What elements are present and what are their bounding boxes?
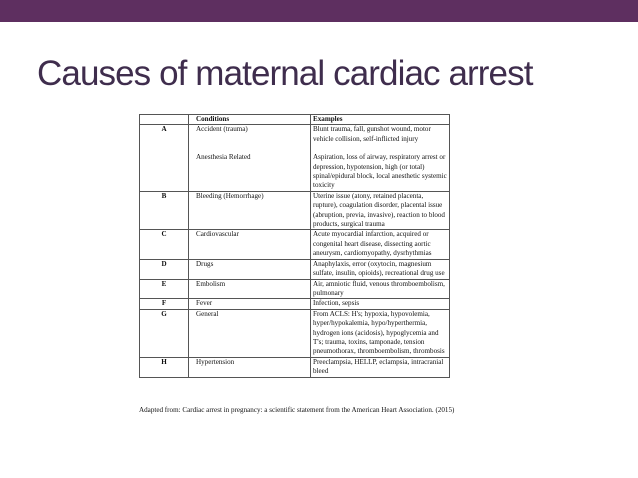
row-example: Preeclampsia, HELLP, eclampsia, intracranial bleed (311, 357, 450, 377)
row-example: Anaphylaxis, error (oxytocin, magnesium sulfate, insulin, opioids), recreational drug use (311, 259, 450, 279)
table-row (140, 230, 450, 259)
row-condition: Fever (189, 299, 311, 309)
row-letter: C (140, 230, 189, 259)
row-condition: Embolism (189, 279, 311, 299)
row-condition: Drugs (189, 259, 311, 279)
table-row (140, 279, 450, 299)
example-text-secondary: Aspiration, loss of airway, respiratory arrest or depression, hypotension, high (or total) spinal/epidural block, local anesthetic systemic toxicity (313, 153, 447, 190)
condition-text-secondary: Anesthesia Related (196, 152, 251, 161)
row-condition: Hypertension (189, 357, 311, 377)
row-letter: B (140, 191, 189, 230)
row-letter: D (140, 259, 189, 279)
row-letter: E (140, 279, 189, 299)
row-letter: F (140, 299, 189, 309)
row-example: Infection, sepsis (311, 299, 450, 309)
row-example (311, 125, 450, 191)
table-row (140, 259, 450, 279)
row-letter: A (140, 125, 189, 191)
example-text: Blunt trauma, fall, gunshot wound, motor vehicle collision, self-inflicted injury (313, 125, 431, 143)
header-conditions: Conditions (189, 115, 311, 125)
row-example: Uterine issue (atony, retained placenta, rupture), coagulation disorder, placental issue (abruption, previa, invasive), reaction to blood products, surgical trauma (311, 191, 450, 230)
row-condition: Bleeding (Hemorrhage) (189, 191, 311, 230)
table-row (140, 191, 450, 230)
causes-table (139, 114, 450, 378)
table-row (140, 357, 450, 377)
row-condition: Cardiovascular (189, 230, 311, 259)
row-example: Air, amniotic fluid, venous thromboembolism, pulmonary (311, 279, 450, 299)
row-example: From ACLS: H's; hypoxia, hypovolemia, hyper/hypokalemia, hypo/hyperthermia, hydrogen ions (acidosis), hypoglycemia and T's; trauma, toxins, tamponade, tension pneumothorax, thromboembolism, thrombosis (311, 309, 450, 357)
table-row (140, 299, 450, 309)
slide-title: Causes of maternal cardiac arrest (37, 54, 533, 93)
condition-text: Accident (trauma) (196, 125, 248, 134)
row-condition (189, 125, 311, 191)
row-condition: General (189, 309, 311, 357)
header-examples: Examples (311, 115, 450, 125)
table-row (140, 309, 450, 357)
header-letter (140, 115, 189, 125)
row-letter: G (140, 309, 189, 357)
table-row (140, 125, 450, 191)
source-citation: Adapted from: Cardiac arrest in pregnancy: a scientific statement from the American Heart Association. (2015) (139, 406, 455, 414)
table-header-row (140, 115, 450, 125)
row-example: Acute myocardial infarction, acquired or congenital heart disease, dissecting aortic aneurysm, cardiomyopathy, dysrhythmias (311, 230, 450, 259)
top-accent-bar (0, 0, 638, 22)
row-letter: H (140, 357, 189, 377)
